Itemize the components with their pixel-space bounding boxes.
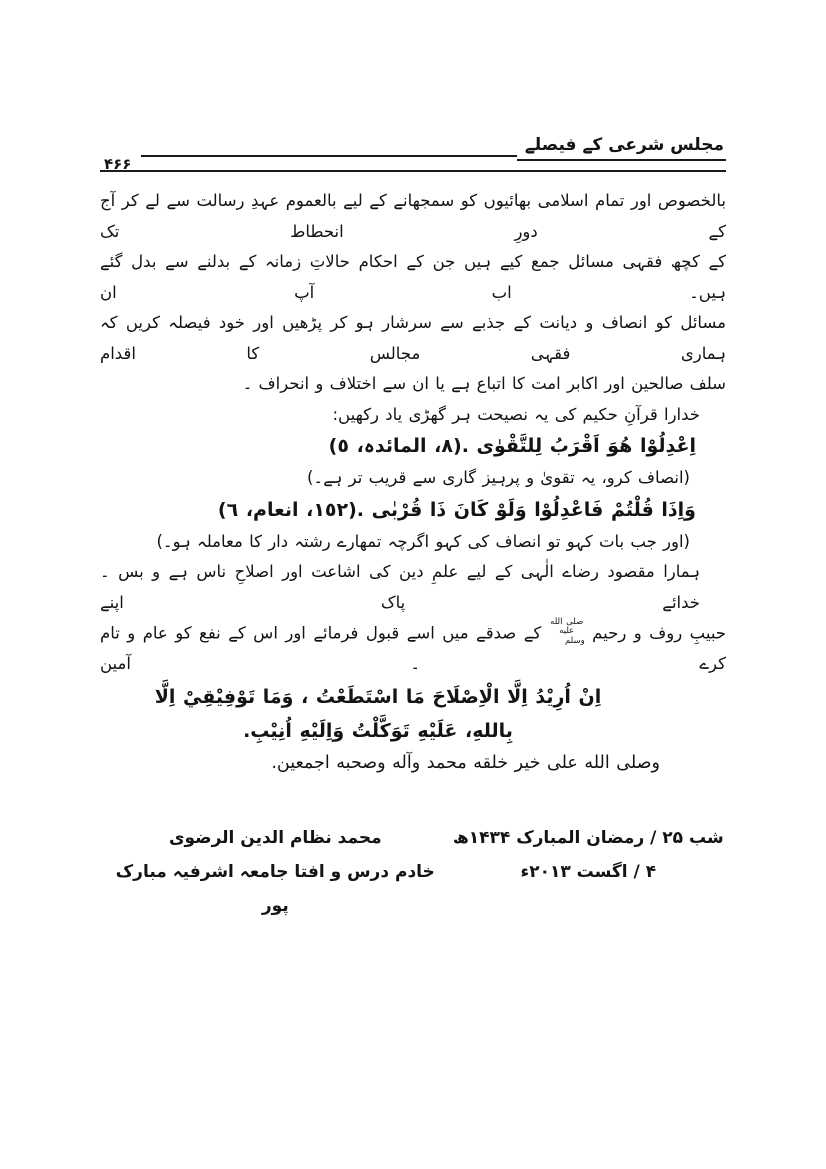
date-gregorian: ۴ / اگست ۲۰۱۳ء [520, 861, 657, 882]
salawat-honorific: صلى الله عليه وسلم [550, 617, 585, 646]
date-hijri: شب ۲۵ / رمضان المبارک ۱۴۳۴ھ [452, 827, 724, 848]
page-number: ۴۶۶ [104, 155, 132, 173]
text-line: ہمارا مقصود رضاے الٰہی کے لیے علمِ دین کی اشاعت اور اصلاحِ ناس ہے و بس ۔ خدائے پاک اپنے [100, 562, 700, 612]
closing-salat: وصلى الله على خير خلقه محمد وآله وصحبه اجمعين. [271, 752, 660, 773]
quran-quote: اِعْدِلُوْا هُوَ اَقْرَبُ لِلتَّقْوٰى .(٨، المائدہ، ٥) [328, 435, 696, 457]
running-title: مجلس شرعی کے فیصلے [517, 134, 726, 161]
text-line: کے کچھ فقہی مسائل جمع کیے ہیں جن کے احکام حالاتِ زمانہ کے بدلنے سے بدل گئے ہیں۔ اب آپ ان [100, 252, 726, 302]
header-row [100, 134, 726, 173]
text-line: خدارا قرآنِ حکیم کی یہ نصیحت ہر گھڑی یاد رکھیں: [332, 404, 700, 424]
header-rule [141, 155, 516, 157]
content-area [100, 134, 726, 923]
author-role: خادم درس و افتا جامعہ اشرفیہ مبارک پور [115, 861, 435, 916]
blessing-pre: حبیبِ روف و رحیم [592, 623, 727, 643]
page-header [100, 134, 726, 172]
arabic-dua: اِنْ اُرِيْدُ اِلَّا الْاِصْلَاحَ مَا اسْتَطَعْتُ ، وَمَا تَوْفِيْقِيْ اِلَّا بِاللهِ، عَلَيْهِ تَوَكَّلْتُ وَاِلَيْهِ اُنِيْبِ. [154, 685, 602, 742]
author-name: محمد نظام الدین الرضوی [168, 827, 382, 848]
text-line: بالخصوص اور تمام اسلامی بھائیوں کو سمجھانے کے لیے بالعموم عہدِ رسالت سے لے کر آج کے دورِ انحطاط تک [100, 191, 726, 241]
quran-quote: وَاِذَا قُلْتُمْ فَاعْدِلُوْا وَلَوْ كَانَ ذَا قُرْبٰى .(١٥٢، انعام، ٦) [217, 498, 696, 521]
signature-dates [451, 821, 726, 923]
text-line: سلف صالحین اور اکابر امت کا اتباع ہے یا ان سے اختلاف و انحراف ۔ [242, 374, 726, 393]
signature-block [100, 821, 726, 923]
text-line-with-honorific [100, 618, 726, 680]
blessing-post: کے صدقے میں اسے قبول فرمائے اور اس کے نفع کو عام و تام کرے ۔ آمین [100, 623, 726, 674]
page-body [100, 186, 726, 779]
signature-author [100, 821, 451, 923]
header-rule-bottom [100, 170, 726, 172]
quote-translation: (انصاف کرو، یہ تقویٰ و پرہیز گاری سے قریب تر ہے۔) [307, 468, 690, 487]
text-line: مسائل کو انصاف و دیانت کے جذبے سے سرشار ہو کر پڑھیں اور خود فیصلہ کریں کہ ہماری فقہی مجالس کا اقدام [100, 313, 726, 363]
quote-translation: (اور جب بات کہو تو انصاف کی کہو اگرچہ تمھارے رشتہ دار کا معاملہ ہو۔) [156, 531, 690, 551]
